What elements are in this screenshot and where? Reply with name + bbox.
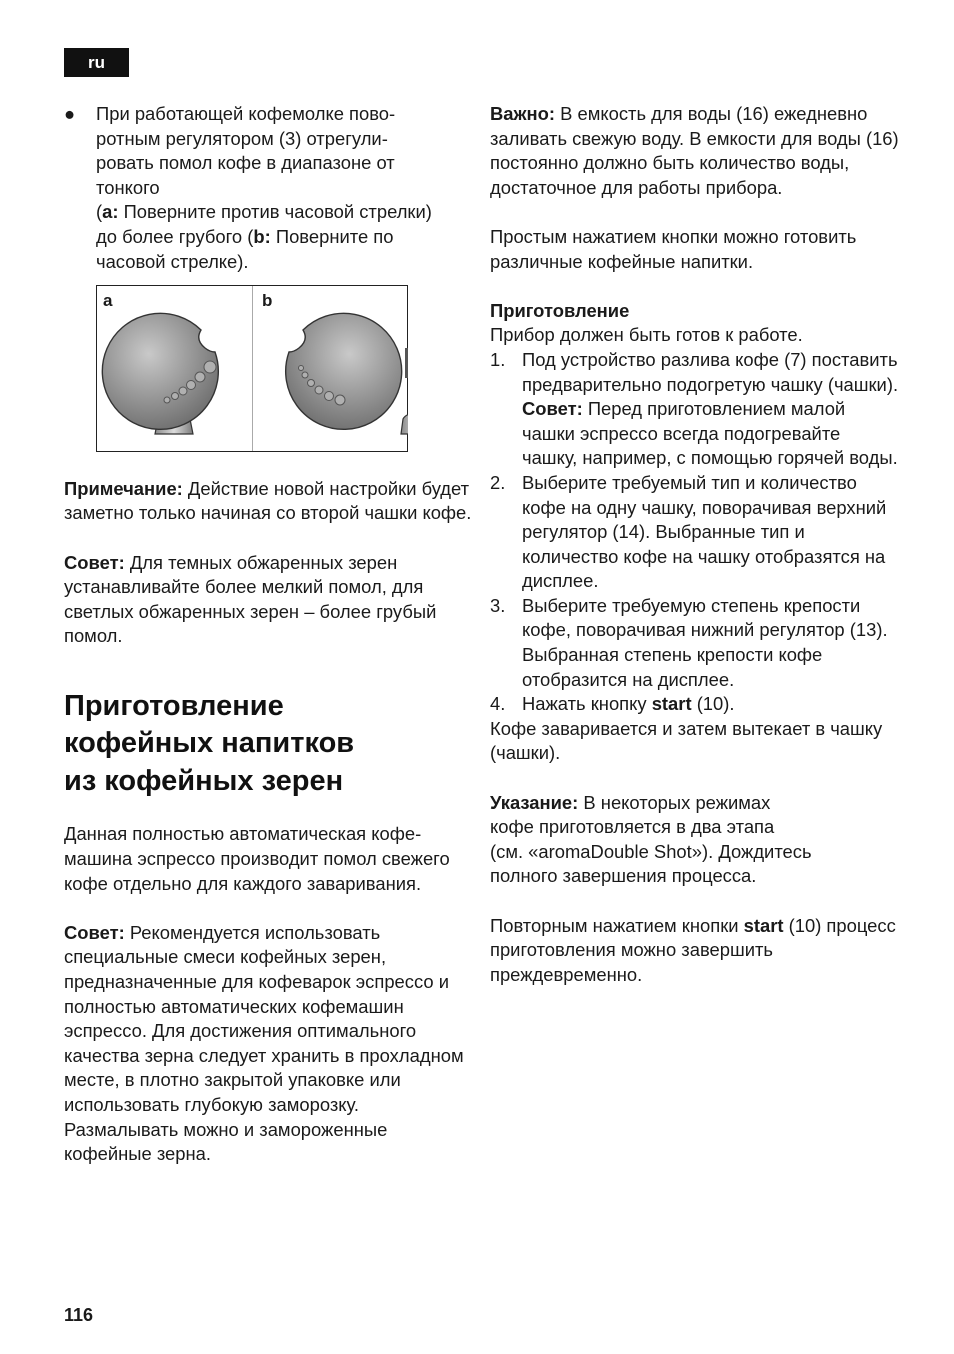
step-item: 1. Под устройство разлива кофе (7) поставить предварительно подогретую чашку (чашки). Совет: Перед приготовлением малой чашки эспрессо всегда подогревайте чашку, например, с помощью горячей воды.	[490, 348, 900, 471]
figure-label-a: a	[103, 291, 113, 311]
step-item: 2. Выберите требуемый тип и количество кофе на одну чашку, поворачивая верхний регулятор (14). Выбранные тип и количество кофе на чашку отобразятся на дисплее.	[490, 471, 887, 592]
section-heading: Приготовление кофейных напитков из кофейных зерен	[64, 689, 355, 797]
important-paragraph: Важно: В емкость для воды (16) ежедневно заливать свежую воду. В емкости для воды (16) постоянно должно быть количество воды, достаточное для работы прибора.	[490, 103, 899, 198]
left-column	[64, 102, 474, 1167]
prep-heading: Приготовление	[490, 299, 630, 321]
grinder-dial-figure	[96, 285, 408, 452]
prep-ready-text: Прибор должен быть готов к работе.	[490, 324, 803, 346]
grind-line-2: ротным регулятором (3) отрегули-	[96, 127, 388, 149]
right-column	[490, 102, 900, 987]
prep-steps	[490, 348, 900, 717]
grind-line-4: тонкого	[96, 176, 160, 198]
intro-paragraph: Данная полностью автоматическая кофе-машина эспрессо производит помол свежего кофе отдельно для каждого заваривания.	[64, 823, 450, 894]
note-paragraph: Примечание: Действие новой настройки будет заметно только начиная со второй чашки кофе.	[64, 477, 472, 524]
language-tag: ru	[64, 48, 129, 77]
brew-text: Кофе заваривается и затем вытекает в чашку (чашки).	[490, 717, 883, 764]
page-number: 116	[64, 1305, 94, 1325]
simple-paragraph: Простым нажатием кнопки можно готовить различные кофейные напитки.	[490, 225, 857, 272]
grinder-dial-a-icon	[97, 286, 252, 451]
bullet-marker: ●	[64, 103, 76, 124]
grind-instruction	[64, 102, 474, 452]
grind-line-1: При работающей кофемолке пово-	[96, 103, 396, 124]
grind-line-b: до более грубого (b: Поверните по	[96, 225, 394, 247]
grinder-dial-b-icon	[253, 286, 408, 451]
tip-roast-paragraph: Совет: Для темных обжаренных зерен устанавливайте более мелкий помол, для светлых обжаренных зерен – более грубый помол.	[64, 551, 437, 647]
tip-beans-paragraph: Совет: Рекомендуется использовать специальные смеси кофейных зерен, предназначенные для кофеварок эспрессо и полностью автоматических кофемашин эспрессо. Для достижения оптимального качества зерна следует хранить в прохладном месте, в плотно закрытой упаковке или использовать глубокую заморозку. Размалывать можно и замороженные кофейные зерна.	[64, 921, 464, 1165]
grind-line-a: (a: Поверните против часовой стрелки)	[96, 201, 432, 223]
step-item: 3. Выберите требуемую степень крепости кофе, поворачивая нижний регулятор (13). Выбранная степень крепости кофе отобразится на дисплее.	[490, 594, 888, 690]
step-item: 4. Нажать кнопку start (10).	[490, 693, 735, 715]
grind-line-3: ровать помол кофе в диапазоне от	[96, 152, 395, 174]
step-tip: Совет: Перед приготовлением малой чашки эспрессо всегда подогревайте чашку, например, с помощью горячей воды.	[522, 398, 898, 469]
repeat-paragraph: Повторным нажатием кнопки start (10) процесс приготовления можно завершить преждевременно.	[490, 914, 896, 985]
grind-line-last: часовой стрелке).	[96, 250, 249, 272]
hint-paragraph: Указание: В некоторых режимах кофе приготовляется в два этапа (см. «aromaDouble Shot»). Дождитесь полного завершения процесса.	[490, 791, 812, 887]
figure-label-b: b	[262, 291, 273, 311]
